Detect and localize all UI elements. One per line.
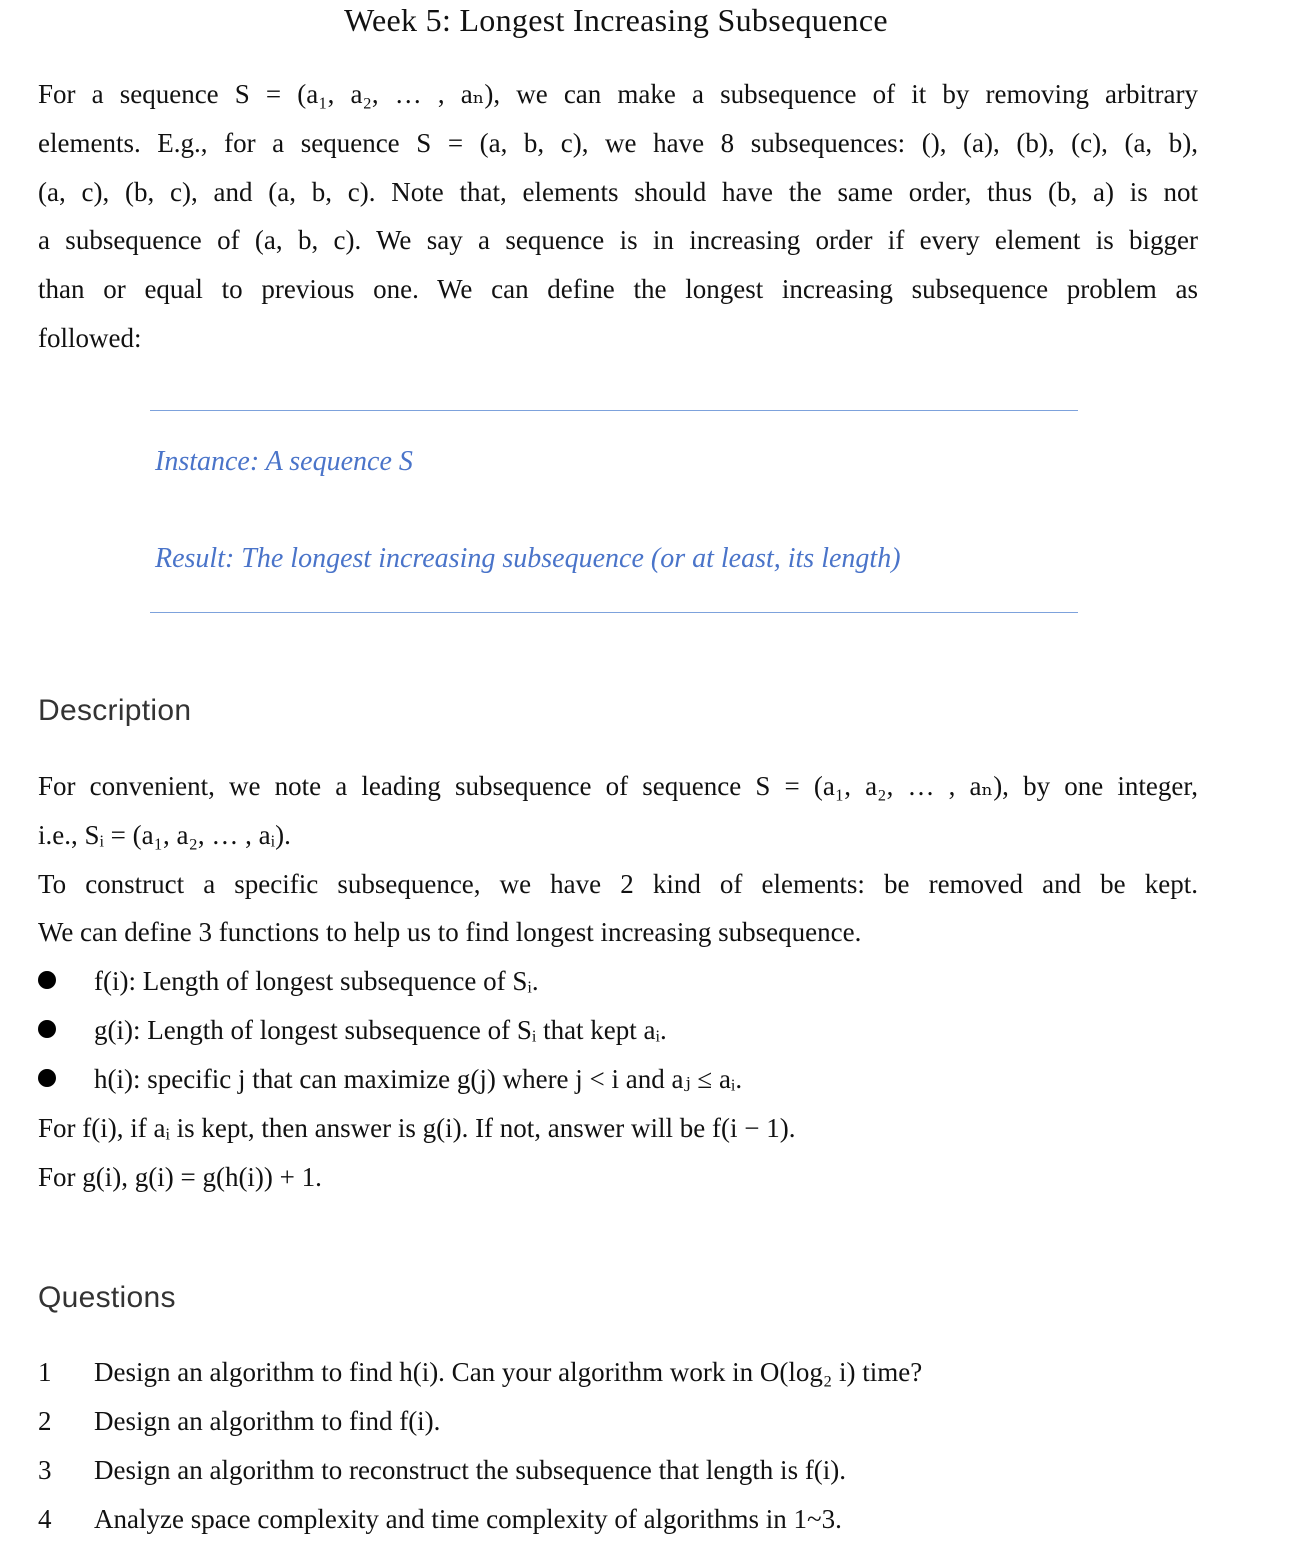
question-number: 1 (38, 1357, 52, 1387)
intro-line: elements. E.g., for a sequence S = (a, b, c), we have 8 subsequences: (), (a), (b), (c), (a, b), (38, 127, 1198, 158)
list-item-text: h(i): specific j that can maximize g(j) where j < i and aⱼ ≤ aᵢ. (94, 1064, 743, 1094)
questions-heading: Questions (38, 1281, 176, 1314)
question-text: Design an algorithm to find h(i). Can your algorithm work in O(log₂ i) time? (94, 1357, 923, 1387)
bullet-icon (38, 1020, 56, 1038)
description-line: For convenient, we note a leading subsequence of sequence S = (a₁, a₂, … , aₙ), by one integer, (38, 771, 1198, 801)
list-item-text: g(i): Length of longest subsequence of Sᵢ that kept aᵢ. (94, 1015, 667, 1045)
question-number: 3 (38, 1455, 52, 1485)
question-text: Design an algorithm to find f(i). (94, 1406, 441, 1436)
instance-line: Instance: A sequence S (155, 446, 413, 477)
intro-line: a subsequence of (a, b, c). We say a sequence is in increasing order if every element is bigger (38, 225, 1198, 256)
intro-line: than or equal to previous one. We can define the longest increasing subsequence problem as (38, 274, 1198, 305)
intro-line: followed: (38, 322, 142, 353)
description-heading: Description (38, 694, 192, 727)
box-top-rule (150, 410, 1078, 411)
intro-line: (a, c), (b, c), and (a, b, c). Note that, elements should have the same order, thus (b, a) is not (38, 176, 1198, 207)
intro-line: For a sequence S = (a₁, a₂, … , aₙ), we can make a subsequence of it by removing arbitrary (38, 79, 1198, 109)
description-line: i.e., Sᵢ = (a₁, a₂, … , aᵢ). (38, 819, 291, 850)
description-line: For f(i), if aᵢ is kept, then answer is g(i). If not, answer will be f(i − 1). (38, 1113, 796, 1143)
bullet-icon (38, 1069, 56, 1087)
question-number: 2 (38, 1406, 52, 1436)
bullet-icon (38, 971, 56, 989)
intro-paragraph (38, 70, 1198, 363)
description-line: We can define 3 functions to help us to find longest increasing subsequence. (38, 917, 862, 948)
question-text: Analyze space complexity and time complexity of algorithms in 1~3. (94, 1504, 842, 1534)
description-line: For g(i), g(i) = g(h(i)) + 1. (38, 1161, 322, 1192)
list-item-text: f(i): Length of longest subsequence of Sᵢ. (94, 966, 539, 996)
description-followup (38, 1104, 1198, 1202)
description-paragraph (38, 762, 1198, 957)
result-line: Result: The longest increasing subsequence (or at least, its length) (155, 543, 901, 574)
page-title: Week 5: Longest Increasing Subsequence (344, 2, 888, 38)
question-text: Design an algorithm to reconstruct the subsequence that length is f(i). (94, 1455, 847, 1485)
question-number: 4 (38, 1504, 52, 1534)
description-line: To construct a specific subsequence, we have 2 kind of elements: be removed and be kept. (38, 868, 1198, 899)
box-bottom-rule (150, 612, 1078, 613)
